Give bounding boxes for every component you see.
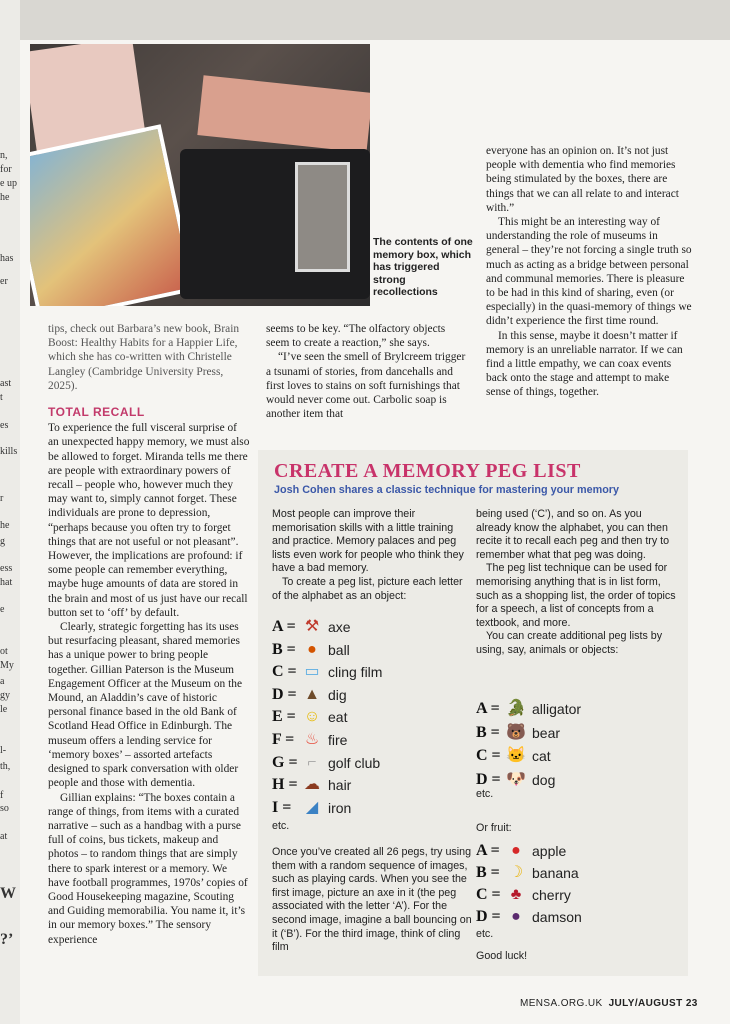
alligator-icon: 🐊 xyxy=(506,700,526,717)
peg-word: alligator xyxy=(532,701,582,717)
peg-word: cling film xyxy=(328,664,383,681)
axe-icon: ⚒ xyxy=(304,618,320,635)
prev-page-fragment: My xyxy=(0,660,14,671)
ball-icon: ● xyxy=(307,640,317,658)
article-column-1 xyxy=(48,322,250,947)
prev-page-fragment: gy xyxy=(0,690,10,701)
peg-letter: A = xyxy=(476,842,500,859)
damson-icon: ● xyxy=(511,908,521,925)
peg-letter: C = xyxy=(272,663,297,681)
dig-icon: ▲ xyxy=(304,685,320,703)
prev-page-fragment: hat xyxy=(0,577,13,588)
peg-row xyxy=(272,706,347,728)
prev-page-fragment: t xyxy=(0,392,3,403)
prev-page-fragment: ot xyxy=(0,646,8,657)
prev-page-fragment: kills xyxy=(0,446,18,457)
alphabet-etc: etc. xyxy=(272,820,290,832)
photo-snapshot xyxy=(295,162,350,272)
previous-page-strip xyxy=(0,0,20,1024)
peg-word: hair xyxy=(328,777,352,794)
apple-icon: ● xyxy=(511,842,521,859)
prev-page-fragment: has xyxy=(0,253,14,264)
article-column-2 xyxy=(266,322,470,421)
prev-page-fragment: he xyxy=(0,520,10,531)
peg-letter: B = xyxy=(476,723,500,741)
box-right-paragraph-2: The peg list technique can be used for memorising anything that is in list form, such as a shopping list, the order of topics for a speech, a list of concepts from a textbook, and more. xyxy=(476,562,676,629)
eat-icon: ☺ xyxy=(303,708,321,726)
peg-letter: C = xyxy=(476,886,501,903)
box-left-paragraph-3-wrap xyxy=(272,846,472,955)
peg-letter: A = xyxy=(272,618,296,635)
bear-icon: 🐻 xyxy=(506,723,526,741)
peg-letter: B = xyxy=(272,640,296,658)
prev-page-fragment: g xyxy=(0,536,5,547)
memory-peg-box xyxy=(258,450,688,976)
col1-paragraph-2: Clearly, strategic forgetting has its uses but resurfacing pleasant, shared memories has a unique power to bring people together. Gillian Paterson is the Museum Engagement Officer at the Museum on the Mound, an Aladdin’s cave of historic personal finance based in the old Bank of Scotland Head Office in Edinburgh. The museum offers a lending service for ‘memory boxes’ – assorted artefacts designed to spark conversation with older people and those with dementia. xyxy=(48,621,243,790)
fire-icon: ♨ xyxy=(304,731,320,748)
peg-row xyxy=(476,698,581,720)
peg-word: fire xyxy=(328,732,348,748)
peg-letter: F = xyxy=(272,731,295,748)
col3-paragraph-1: everyone has an opinion on. It’s not just people with dementia who find memories being stimulated by the boxes, there are things that we can all relate to and interact with.” xyxy=(486,145,679,214)
peg-row xyxy=(476,862,579,884)
prev-page-fragment: l- xyxy=(0,745,7,756)
peg-row xyxy=(272,684,347,706)
peg-row xyxy=(272,752,380,774)
peg-word: banana xyxy=(532,865,579,881)
box-left-paragraph-2: To create a peg list, picture each letter of the alphabet as an object: xyxy=(272,575,463,602)
prev-page-fragment: for xyxy=(0,164,12,175)
peg-row xyxy=(272,797,351,819)
fruit-etc: etc. xyxy=(476,928,494,940)
peg-word: apple xyxy=(532,843,567,859)
banana-icon: ☽ xyxy=(508,864,524,881)
memory-box-photo xyxy=(30,44,370,306)
peg-word: golf club xyxy=(328,754,381,771)
prev-page-fragment: so xyxy=(0,803,9,814)
peg-letter: B = xyxy=(476,864,500,881)
peg-row xyxy=(476,884,571,906)
peg-letter: H = xyxy=(272,776,298,794)
golf-club-icon: ⌐ xyxy=(307,753,317,771)
prev-page-fragment: ast xyxy=(0,378,12,389)
dog-icon: 🐶 xyxy=(506,770,526,788)
peg-row xyxy=(476,769,555,791)
cherry-icon: ♣ xyxy=(510,886,522,903)
peg-word: cat xyxy=(532,748,551,764)
col2-paragraph-1: seems to be key. “The olfactory objects seem to create a reaction,” she says. xyxy=(266,323,446,350)
col3-paragraph-3: In this sense, maybe it doesn’t matter if memory is an unreliable narrator. If we can find a little empathy, we can coax events back onto the stage and attempt to make sense of things, together. xyxy=(486,329,683,399)
peg-letter: G = xyxy=(272,753,298,771)
peg-row xyxy=(272,639,350,661)
prev-page-fragment: he xyxy=(0,192,10,203)
photo-banknote xyxy=(197,75,370,152)
peg-row xyxy=(476,722,560,744)
article-column-3 xyxy=(486,144,692,400)
peg-word: dog xyxy=(532,771,556,788)
cat-icon: 🐱 xyxy=(506,747,526,764)
prev-page-fragment: th, xyxy=(0,761,11,772)
box-left-paragraph-1: Most people can improve their memorisation skills with a little training and practice. Memory palaces and peg lists even work for people who think they have a bad memory. xyxy=(272,508,464,575)
peg-letter: D = xyxy=(476,908,501,925)
iron-icon: ◢ xyxy=(305,798,319,816)
prev-page-fragment: er xyxy=(0,276,8,287)
peg-word: damson xyxy=(532,909,582,925)
peg-word: eat xyxy=(328,709,348,726)
box-title: CREATE A MEMORY PEG LIST xyxy=(274,460,581,482)
photo-postcard xyxy=(30,124,196,306)
col1-intro: tips, check out Barbara’s new book, Brain Boost: Healthy Habits for a Happier Life, which she has co-written with Christelle Langley (Cambridge University Press, 2025). xyxy=(48,323,240,392)
prev-page-fragment: es xyxy=(0,420,9,431)
prev-page-fragment: ?’ xyxy=(0,931,14,948)
peg-letter: E = xyxy=(272,708,296,726)
peg-row xyxy=(272,774,351,796)
prev-page-fragment: e up xyxy=(0,178,17,189)
animal-etc: etc. xyxy=(476,788,494,800)
col3-paragraph-2: This might be an interesting way of understanding the role of museums in general – they’re not forcing a single truth so much as acting as a bridge between personal and communal memories. There is pleasure to be had in this kind of sharing, even (or especially) in the quasi-memory of things we didn’t experience the first time round. xyxy=(486,216,692,328)
prev-page-fragment: n, xyxy=(0,150,8,161)
footer-site: MENSA.ORG.UK xyxy=(520,998,603,1009)
peg-row xyxy=(476,906,582,928)
footer-issue: JULY/AUGUST 23 xyxy=(608,998,698,1009)
photo-caption: The contents of one memory box, which has triggered strong recollections xyxy=(373,236,473,298)
page-footer xyxy=(520,998,698,1009)
peg-word: bear xyxy=(532,724,561,741)
peg-word: axe xyxy=(328,619,351,635)
peg-row xyxy=(272,616,351,638)
peg-word: dig xyxy=(328,686,347,703)
box-column-left xyxy=(272,508,472,603)
peg-word: ball xyxy=(328,641,350,658)
box-right-paragraph-3: You can create additional peg lists by using, say, animals or objects: xyxy=(476,630,663,656)
peg-letter: I = xyxy=(272,798,292,816)
prev-page-fragment: ess xyxy=(0,563,13,574)
prev-page-fragment: a xyxy=(0,676,5,687)
box-subtitle: Josh Cohen shares a classic technique for mastering your memory xyxy=(274,484,620,496)
prev-page-fragment: e xyxy=(0,604,5,615)
col1-paragraph-3: Gillian explains: “The boxes contain a range of things, from items with a curated narrative – such as a handbag with a purse full of coins, bus tickets, makeup and photos – to random things that are simply there to spark interest or a memory. We have football programmes, 1970s’ copies of Good Housekeeping magazine, Scouting and Guiding memorabilia. You name it, it’s in our memory boxes.” The sensory experience xyxy=(48,791,248,946)
prev-page-fragment: at xyxy=(0,831,8,842)
cling-film-icon: ▭ xyxy=(304,663,320,681)
box-right-paragraph-1: being used (‘C’), and so on. As you already know the alphabet, you can then recite it to recall each peg and then try to remember what that peg was doing. xyxy=(476,508,670,561)
peg-row xyxy=(272,661,382,683)
prev-page-fragment: f xyxy=(0,790,4,801)
section-heading: TOTAL RECALL xyxy=(48,405,145,420)
peg-word: cherry xyxy=(532,887,571,903)
col2-paragraph-2: “I’ve seen the smell of Brylcreem trigger a tsunami of stories, from dancehalls and first loves to stains on soft furnishings that would never come out. Carbolic soap is another item that xyxy=(266,351,466,421)
peg-letter: D = xyxy=(272,685,297,703)
prev-page-fragment: r xyxy=(0,493,4,504)
peg-row xyxy=(476,745,551,767)
peg-row xyxy=(476,840,566,862)
peg-letter: C = xyxy=(476,747,501,764)
peg-row xyxy=(272,729,347,751)
prev-page-fragment: le xyxy=(0,704,8,715)
prev-page-fragment: W xyxy=(0,885,16,902)
hair-icon: ☁ xyxy=(304,776,320,794)
box-left-paragraph-3: Once you’ve created all 26 pegs, try using them with a random sequence of images, such as playing cards. When you see the first image, picture an axe in it (the peg associated with the letter ‘A’). For the second image, imagine a ball bouncing on it (‘B’). For the third image, think of cling film xyxy=(272,846,472,954)
col1-paragraph-1: To experience the full visceral surprise of an unexpected happy memory, we must also be allowed to forget. Miranda tells me there are people with extraordinary powers of recall – people who, however much they may want to, simply cannot forget. These individuals are prone to depression, “perhaps because you often try to forget things that are not useful or not pleasant”. However, the implications are profound: if some people can remember everything, maybe huge amounts of data are stored in the brain and most of us just have our recall button set to ‘off’ by default. xyxy=(48,422,250,619)
good-luck: Good luck! xyxy=(476,950,528,962)
box-column-right xyxy=(476,508,676,658)
peg-letter: D = xyxy=(476,770,501,788)
peg-letter: A = xyxy=(476,700,500,717)
peg-word: iron xyxy=(328,799,352,816)
or-fruit-label: Or fruit: xyxy=(476,822,512,834)
